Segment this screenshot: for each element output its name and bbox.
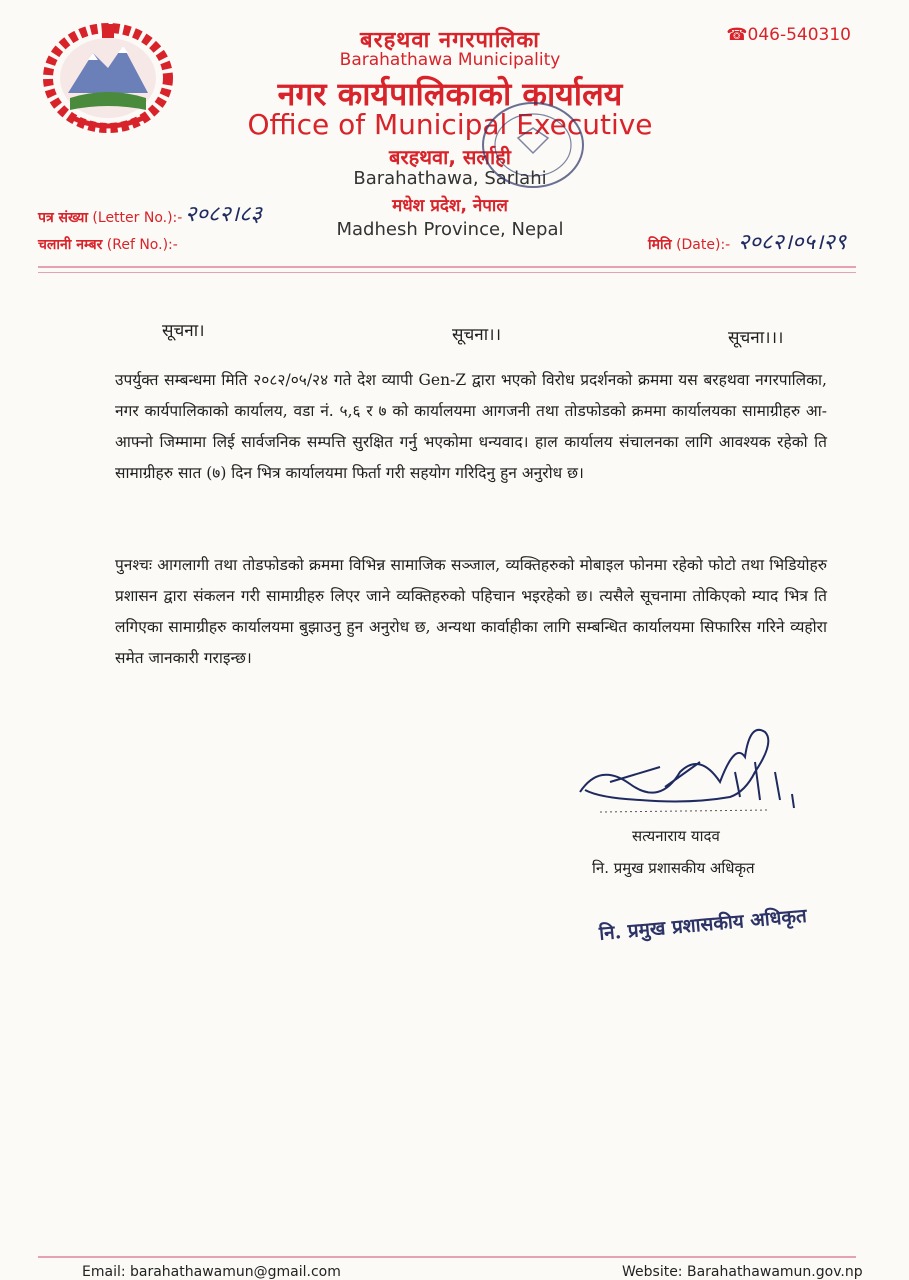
notice-heading-1: सूचना।: [162, 321, 205, 341]
signatory-title: नि. प्रमुख प्रशासकीय अधिकृत: [592, 859, 755, 877]
header-divider-thin: [38, 272, 856, 273]
notice-heading-3: सूचना।।।: [728, 328, 784, 348]
city-en: Barahathawa, Sarlahi: [353, 168, 547, 189]
date-value: २०८२।०५।२९: [738, 230, 847, 255]
notice-paragraph-1: उपर्युक्त सम्बन्धमा मिति २०८२/०५/२४ गते देश व्यापी Gen-Z द्वारा भएको विरोध प्रदर्शनको क्रममा यस बरहथवा नगरपालिका, नगर कार्यपालिकाको कार्यालय, वडा नं. ५,६ र ७ को कार्यालयमा आगजनी तथा तोडफोडको क्रममा कार्यालयका सामाग्रीहरु आ-आफ्नो जिम्मामा लिई सार्वजनिक सम्पत्ति सुरक्षित गर्नु भएकोमा धन्यवाद। हाल कार्यालय संचालनका लागि आवश्यक रहेको ति सामाग्रीहरु सात (७) दिन भित्र कार्यालयमा फिर्ता गरी सहयोग गरिदिनु हुन अनुरोध छ।: [115, 371, 827, 482]
signatory-name: सत्यनाराय यादव: [632, 827, 720, 845]
signatory-stamp: नि. प्रमुख प्रशासकीय अधिकृत: [598, 904, 808, 945]
municipality-name-np: बरहथवा नगरपालिका: [360, 28, 540, 53]
municipality-name-en: Barahathawa Municipality: [339, 50, 561, 70]
office-name-np: नगर कार्यपालिकाको कार्यालय: [277, 75, 623, 113]
letter-number-value: २०८२।८३: [185, 202, 262, 227]
city-np: बरहथवा, सर्लाही: [389, 145, 511, 169]
phone-icon: ☎: [726, 25, 748, 45]
header-divider: [38, 266, 856, 268]
province-en: Madhesh Province, Nepal: [336, 219, 564, 240]
office-name-en: Office of Municipal Executive: [247, 108, 653, 141]
notice-paragraph-2: पुनश्चः आगलागी तथा तोडफोडको क्रममा विभिन्न सामाजिक सञ्जाल, व्यक्तिहरुको मोबाइल फोनमा रहेको फोटो तथा भिडियोहरु प्रशासन द्वारा संकलन गरी सामाग्रीहरु लिएर जाने व्यक्तिहरुको पहिचान भइरहेको छ। त्यसैले सूचनामा तोकिएको म्याद भित्र ति लगिएका सामाग्रीहरु कार्यालयमा बुझाउनु हुन अनुरोध छ, अन्यथा कार्वाहीका लागि सम्बन्धित कार्यालयमा सिफारिस गरिने व्यहोरा समेत जानकारी गराइन्छ।: [115, 556, 827, 667]
footer-website: Website: Barahathawamun.gov.np: [622, 1264, 863, 1280]
notice-heading-2: सूचना।।: [452, 325, 502, 345]
signature-icon: [570, 712, 810, 822]
municipality-emblem-icon: [38, 18, 178, 136]
footer-email: Email: barahathawamun@gmail.com: [82, 1264, 341, 1280]
footer-divider: [38, 1256, 856, 1258]
ref-number-label: चलानी नम्बर (Ref No.):-: [38, 237, 178, 253]
province-np: मधेश प्रदेश, नेपाल: [392, 196, 508, 216]
letter-number-label: पत्र संख्या (Letter No.):-: [38, 210, 183, 226]
office-seal-icon: [478, 98, 588, 193]
date-label: मिति (Date):-: [648, 237, 731, 253]
phone-number: ☎046-540310: [726, 25, 851, 45]
